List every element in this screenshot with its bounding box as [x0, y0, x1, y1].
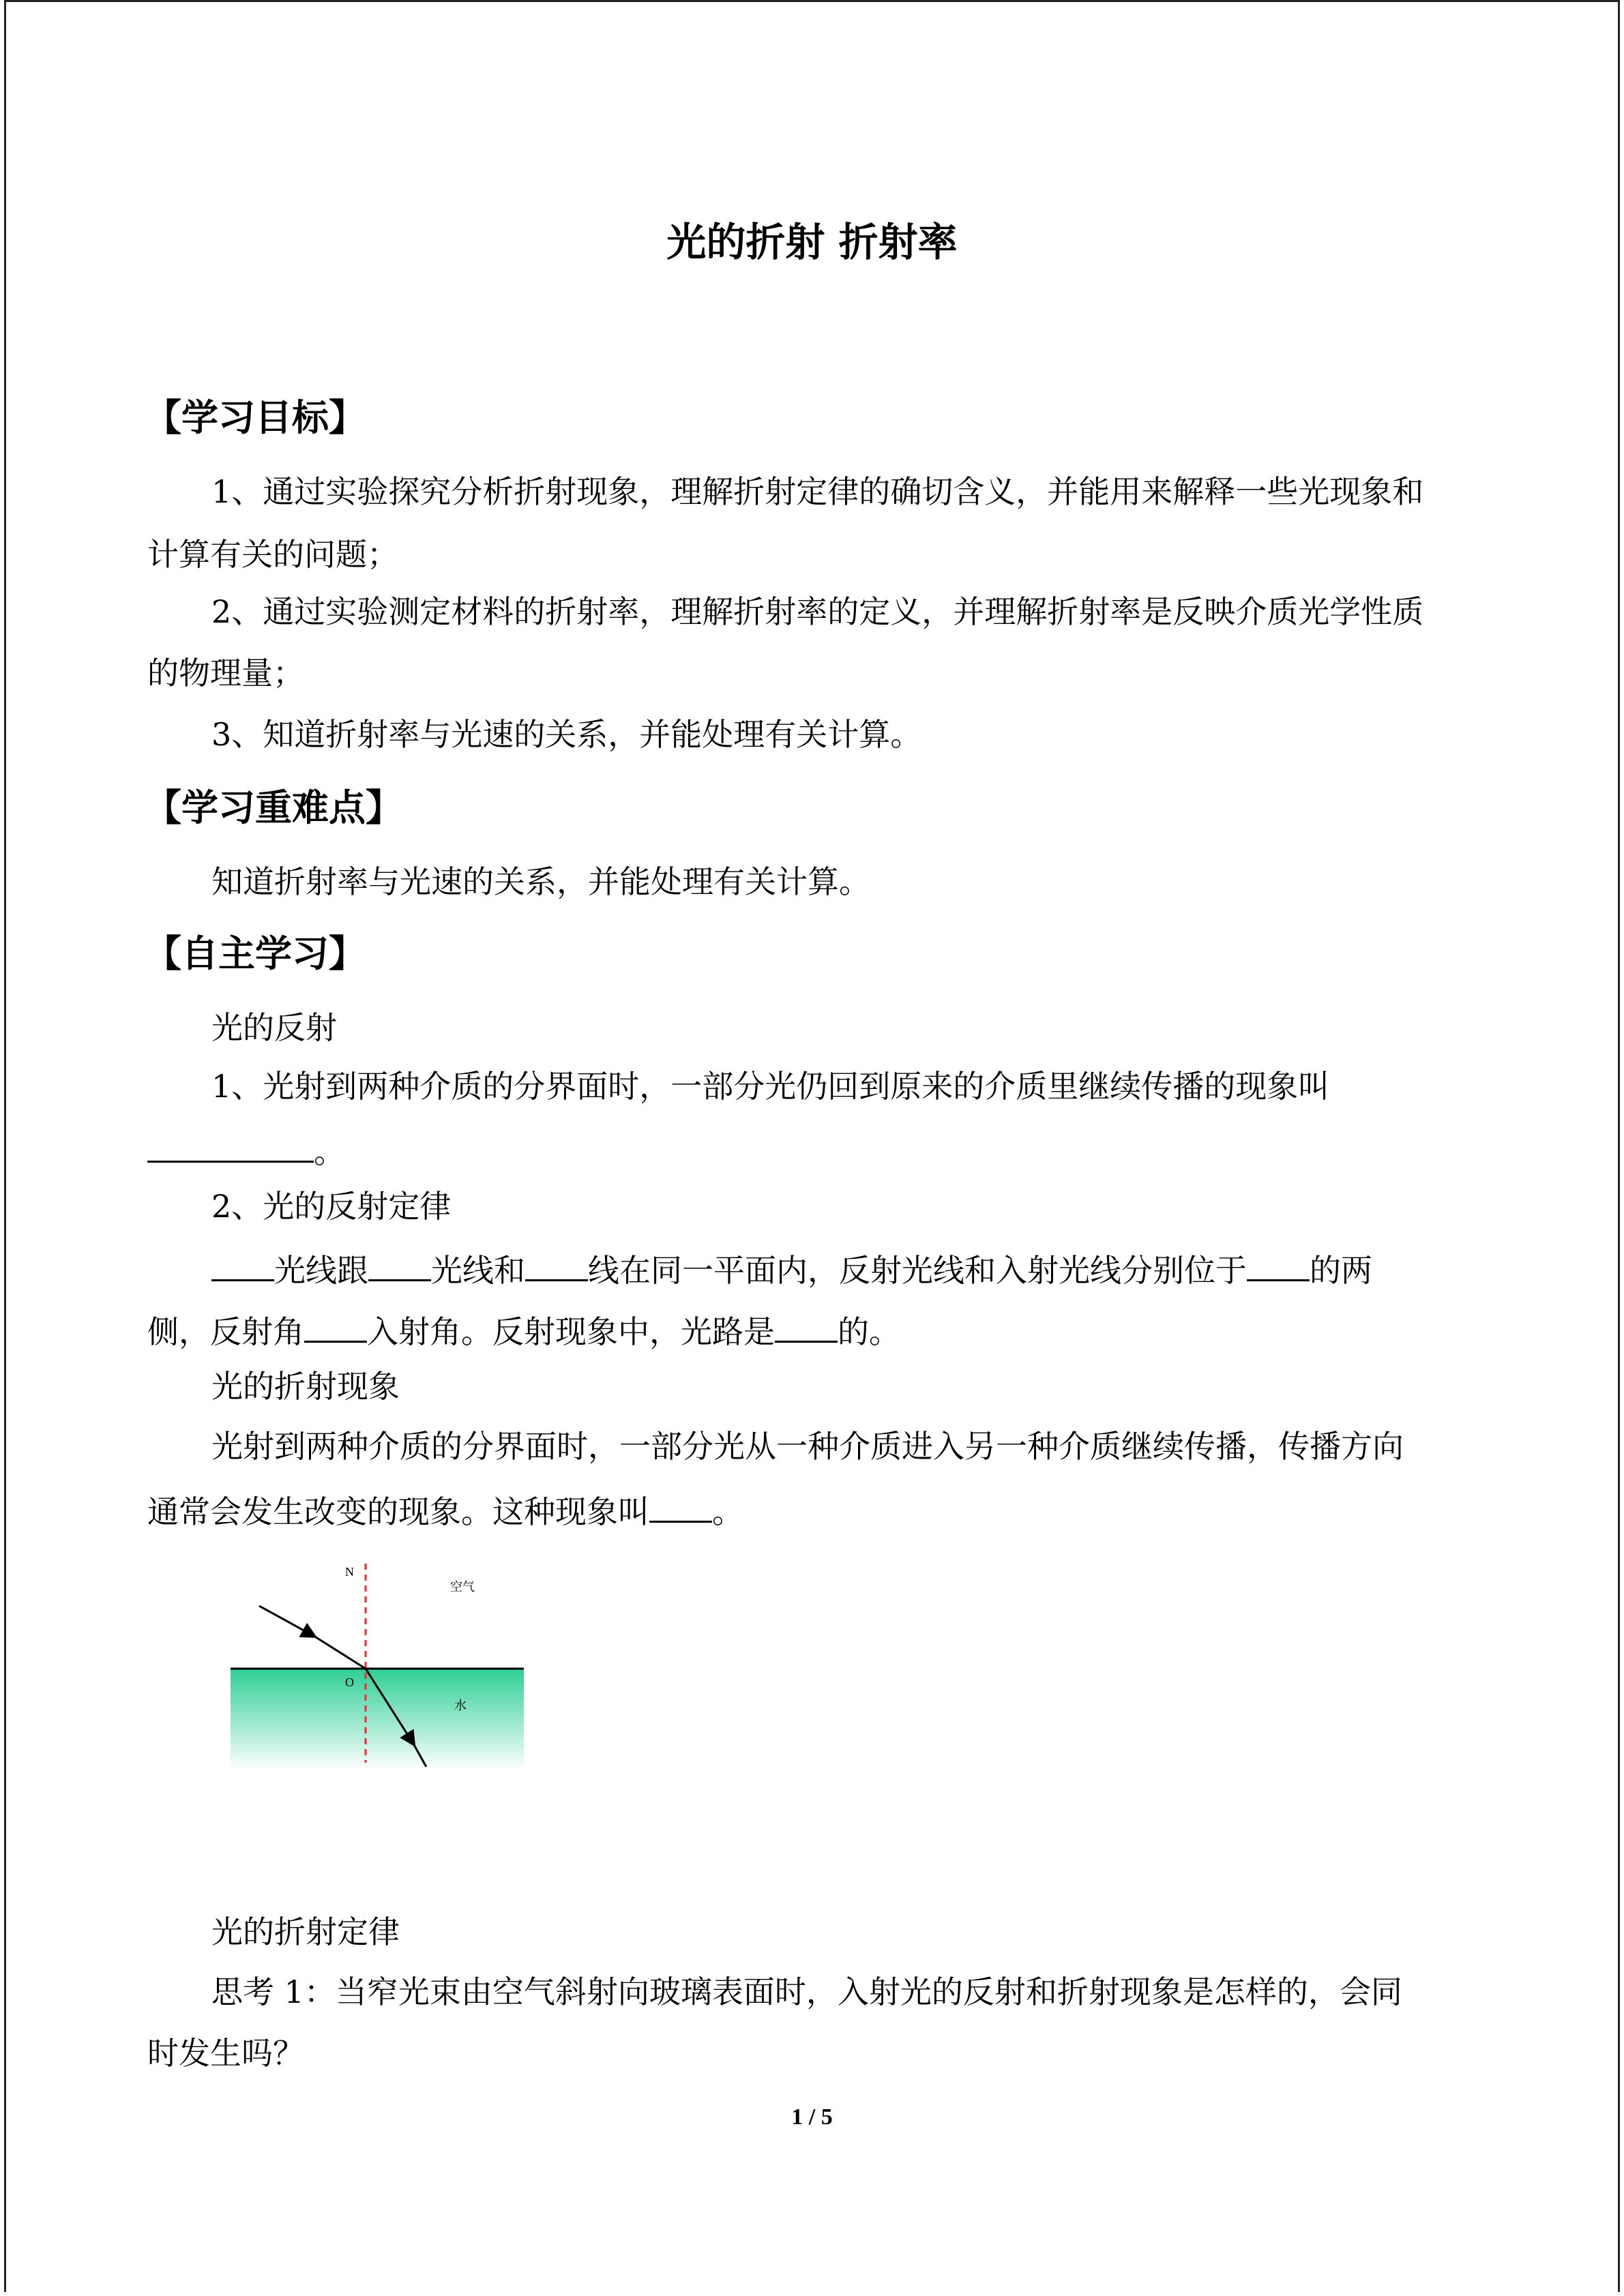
label-o: O [345, 1675, 354, 1689]
page-title: 光的折射 折射率 [666, 219, 958, 265]
question-2-line-1 [211, 1248, 1372, 1289]
subheading-refraction-phenomenon: 光的折射现象 [211, 1368, 400, 1405]
incident-ray-arrow [259, 1606, 314, 1636]
text-fragment: 侧，反射角 [147, 1313, 304, 1350]
page-number: 1 / 5 [791, 2104, 833, 2130]
question-1-line-2 [147, 1129, 345, 1171]
text-fragment: 的。 [838, 1313, 900, 1350]
text-fragment: 通常会发生改变的现象。这种现象叫 [147, 1493, 649, 1530]
water-region [231, 1669, 524, 1771]
question-2-title: 2、光的反射定律 [211, 1188, 452, 1225]
label-water: 水 [454, 1699, 467, 1713]
fill-blank [304, 1309, 367, 1343]
text-fragment: 光线跟 [274, 1252, 368, 1289]
goal-2-line-1: 2、通过实验测定材料的折射率，理解折射率的定义，并理解折射率是反映介质光学性质 [211, 593, 1424, 630]
fill-blank [649, 1489, 712, 1523]
incident-ray [314, 1636, 366, 1669]
question-1-line-1: 1、光射到两种介质的分界面时，一部分光仍回到原来的介质里继续传播的现象叫 [211, 1068, 1330, 1105]
subheading-reflection: 光的反射 [211, 1009, 337, 1046]
think-1-line-2: 时发生吗？ [147, 2035, 304, 2072]
fill-blank [1247, 1248, 1310, 1281]
sentence-end: 。 [314, 1133, 345, 1170]
label-air: 空气 [450, 1580, 475, 1594]
key-point-text: 知道折射率与光速的关系，并能处理有关计算。 [211, 863, 870, 900]
goal-1-line-1: 1、通过实验探究分析折射现象，理解折射定律的确切含义，并能用来解释一些光现象和 [211, 473, 1424, 510]
text-fragment: 线在同一平面内，反射光线和入射光线分别位于 [588, 1252, 1247, 1289]
think-1-line-1: 思考 1：当窄光束由空气斜射向玻璃表面时，入射光的反射和折射现象是怎样的，会同 [211, 1973, 1402, 2010]
text-fragment: 入射角。反射现象中，光路是 [367, 1313, 775, 1350]
fill-blank [368, 1248, 431, 1281]
fill-blank [525, 1248, 588, 1281]
refraction-line-2 [147, 1489, 743, 1531]
label-n: N [345, 1565, 354, 1579]
goal-1-line-2: 计算有关的问题； [147, 536, 398, 573]
refraction-diagram [225, 1558, 539, 1776]
refraction-line-1: 光射到两种介质的分界面时，一部分光从一种介质进入另一种介质继续传播，传播方向 [211, 1428, 1404, 1465]
heading-self-study: 【自主学习】 [145, 932, 366, 975]
fill-blank [775, 1309, 838, 1343]
text-fragment: 的两 [1310, 1252, 1372, 1289]
fill-blank [147, 1129, 314, 1163]
question-2-line-2 [147, 1309, 900, 1351]
heading-goals: 【学习目标】 [145, 396, 366, 439]
subheading-refraction-law: 光的折射定律 [211, 1913, 400, 1950]
fill-blank [211, 1248, 274, 1281]
goal-2-line-2: 的物理量； [147, 655, 304, 691]
text-fragment: 光线和 [431, 1252, 525, 1289]
goal-3: 3、知道折射率与光速的关系，并能处理有关计算。 [211, 716, 922, 753]
heading-key-points: 【学习重难点】 [145, 786, 402, 829]
text-fragment: 。 [712, 1493, 743, 1530]
